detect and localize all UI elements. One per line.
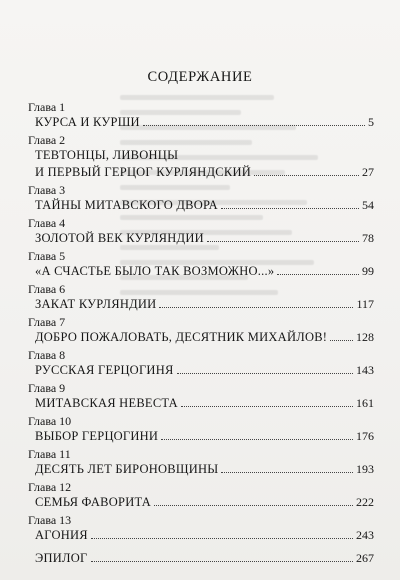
chapter-number: Глава 13 bbox=[28, 513, 72, 527]
toc-entry-epilog[interactable] bbox=[28, 550, 374, 567]
chapter-title: ВЫБОР ГЕРЦОГИНИ bbox=[35, 429, 159, 443]
toc-entry-4[interactable] bbox=[28, 216, 374, 247]
chapter-title-row bbox=[28, 329, 374, 346]
toc-entry-7[interactable] bbox=[28, 315, 374, 346]
page-number: 243 bbox=[356, 528, 374, 542]
dot-leader bbox=[277, 274, 359, 275]
dot-leader bbox=[177, 373, 353, 374]
epilog-title: ЭПИЛОГ bbox=[35, 551, 88, 565]
page-number: 222 bbox=[356, 495, 374, 509]
chapter-number: Глава 9 bbox=[28, 381, 66, 395]
toc-entry-12[interactable] bbox=[28, 480, 374, 511]
toc-entry-9[interactable] bbox=[28, 381, 374, 412]
chapter-title: СЕМЬЯ ФАВОРИТА bbox=[35, 495, 152, 509]
chapter-title-row bbox=[28, 362, 374, 379]
toc-entry-11[interactable] bbox=[28, 447, 374, 478]
page-number: 5 bbox=[368, 115, 374, 129]
chapter-title: «А СЧАСТЬЕ БЫЛО ТАК ВОЗМОЖНО...» bbox=[35, 264, 275, 278]
chapter-number: Глава 8 bbox=[28, 348, 66, 362]
toc-entry-2[interactable] bbox=[28, 133, 374, 181]
dot-leader bbox=[91, 538, 353, 539]
chapter-title-row bbox=[28, 263, 374, 280]
page-number: 54 bbox=[362, 198, 374, 212]
chapter-number: Глава 1 bbox=[28, 100, 66, 114]
chapter-number: Глава 10 bbox=[28, 414, 72, 428]
chapter-title: АГОНИЯ bbox=[35, 528, 88, 542]
chapter-title-row bbox=[28, 230, 374, 247]
chapter-number: Глава 12 bbox=[28, 480, 72, 494]
chapter-title: ТАЙНЫ МИТАВСКОГО ДВОРА bbox=[35, 198, 218, 212]
page-number: 117 bbox=[356, 297, 374, 311]
page-number: 161 bbox=[356, 396, 374, 410]
chapter-title-row bbox=[28, 296, 374, 313]
chapter-number: Глава 5 bbox=[28, 249, 66, 263]
toc-entry-3[interactable] bbox=[28, 183, 374, 214]
page-number: 193 bbox=[356, 462, 374, 476]
toc-entry-10[interactable] bbox=[28, 414, 374, 445]
toc-entry-1[interactable] bbox=[28, 100, 374, 131]
chapter-number: Глава 2 bbox=[28, 133, 66, 147]
chapter-title: КУРСА И КУРШИ bbox=[35, 115, 140, 129]
chapter-title-row bbox=[28, 428, 374, 445]
chapter-title: МИТАВСКАЯ НЕВЕСТА bbox=[35, 396, 178, 410]
page-number: 128 bbox=[356, 330, 374, 344]
chapter-number: Глава 3 bbox=[28, 183, 66, 197]
page-number: 99 bbox=[362, 264, 374, 278]
dot-leader bbox=[207, 241, 359, 242]
dot-leader bbox=[154, 505, 353, 506]
dot-leader bbox=[91, 561, 353, 562]
chapter-title-row bbox=[28, 395, 374, 412]
dot-leader bbox=[181, 406, 353, 407]
dot-leader bbox=[221, 472, 353, 473]
chapter-title-row bbox=[28, 494, 374, 511]
chapter-title: РУССКАЯ ГЕРЦОГИНЯ bbox=[35, 363, 174, 377]
chapter-title: ДЕСЯТЬ ЛЕТ БИРОНОВЩИНЫ bbox=[35, 462, 219, 476]
chapter-title-line-1: ТЕВТОНЦЫ, ЛИВОНЦЫ bbox=[35, 148, 179, 162]
dot-leader bbox=[159, 307, 353, 308]
page-number: 267 bbox=[356, 551, 374, 565]
chapter-number: Глава 6 bbox=[28, 282, 66, 296]
toc-entry-13[interactable] bbox=[28, 513, 374, 544]
chapter-title: ЗАКАТ КУРЛЯНДИИ bbox=[35, 297, 157, 311]
dot-leader bbox=[143, 125, 365, 126]
dot-leader bbox=[254, 175, 359, 176]
chapter-number: Глава 7 bbox=[28, 315, 66, 329]
page-title: СОДЕРЖАНИЕ bbox=[147, 69, 253, 85]
table-of-contents bbox=[28, 100, 374, 567]
chapter-title: ЗОЛОТОЙ ВЕК КУРЛЯНДИИ bbox=[35, 231, 204, 245]
chapter-title-row bbox=[28, 164, 374, 181]
chapter-number: Глава 4 bbox=[28, 216, 66, 230]
chapter-title-row bbox=[28, 527, 374, 544]
toc-entry-8[interactable] bbox=[28, 348, 374, 379]
page-number: 176 bbox=[356, 429, 374, 443]
chapter-title-row bbox=[28, 197, 374, 214]
dot-leader bbox=[330, 340, 353, 341]
page-number: 78 bbox=[362, 231, 374, 245]
dot-leader bbox=[161, 439, 353, 440]
page-number: 143 bbox=[356, 363, 374, 377]
chapter-title: ДОБРО ПОЖАЛОВАТЬ, ДЕСЯТНИК МИХАЙЛОВ! bbox=[35, 330, 328, 344]
toc-entry-5[interactable] bbox=[28, 249, 374, 280]
toc-entry-6[interactable] bbox=[28, 282, 374, 313]
chapter-title-row bbox=[28, 114, 374, 131]
dot-leader bbox=[221, 208, 359, 209]
chapter-number: Глава 11 bbox=[28, 447, 71, 461]
chapter-title-row bbox=[28, 461, 374, 478]
chapter-title-line-2: И ПЕРВЫЙ ГЕРЦОГ КУРЛЯНДСКИЙ bbox=[35, 165, 252, 179]
chapter-title-row bbox=[28, 147, 374, 164]
page-number: 27 bbox=[362, 165, 374, 179]
